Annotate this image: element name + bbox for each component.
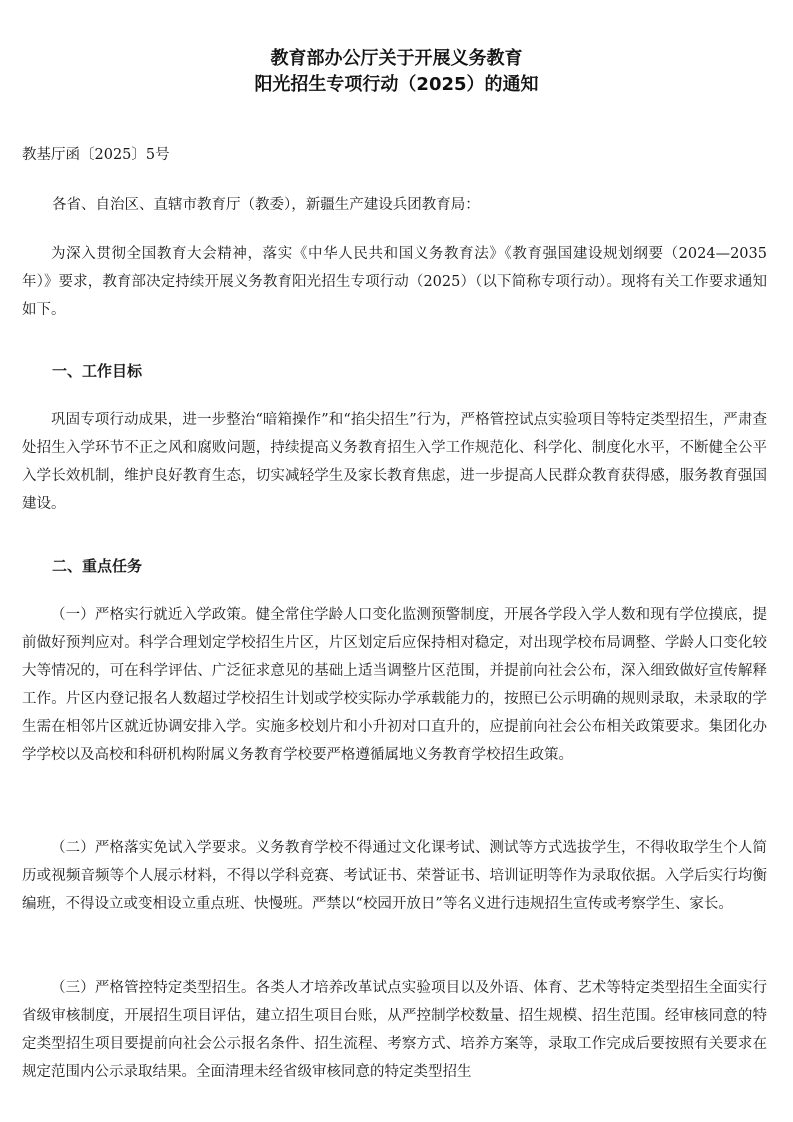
- document-number: 教基厅函〔2025〕5号: [22, 147, 170, 163]
- section1-paragraph: 巩固专项行动成果，进一步整治“暗箱操作”和“掐尖招生”行为，严格管控试点实验项目等特定类型招生，严肃查处招生入学环节不正之风和腐败问题，持续提高义务教育招生入学工作规范化、科学化、制度化水平，不断健全公平入学长效机制，维护良好教育生态，切实减轻学生及家长教育焦虑，进一步提高人民群众教育获得感，服务教育强国建设。: [22, 412, 767, 512]
- salutation: 各省、自治区、直辖市教育厅（教委），新疆生产建设兵团教育局：: [52, 197, 480, 213]
- section1-heading: 一、工作目标: [52, 362, 143, 380]
- document-title-line2: 阳光招生专项行动（2025）的通知: [254, 74, 539, 95]
- intro-paragraph: 为深入贯彻全国教育大会精神，落实《中华人民共和国义务教育法》《教育强国建设规划纲要（2024—2035年）》要求，教育部决定持续开展义务教育阳光招生专项行动（2025）（以下简称专项行动）。现将有关工作要求通知如下。: [22, 246, 767, 318]
- task2-paragraph: （二）严格落实免试入学要求。义务教育学校不得通过文化课考试、测试等方式选拔学生，不得收取学生个人简历或视频音频等个人展示材料，不得以学科竞赛、考试证书、荣誉证书、培训证明等作为录取依据。入学后实行均衡编班，不得设立或变相设立重点班、快慢班。严禁以“校园开放日”等名义进行违规招生宣传或考察学生、家长。: [22, 840, 767, 912]
- task1-paragraph: （一）严格实行就近入学政策。健全常住学龄人口变化监测预警制度，开展各学段入学人数和现有学位摸底，提前做好预判应对。科学合理划定学校招生片区，片区划定后应保持相对稳定，对出现学校布局调整、学龄人口变化较大等情况的，可在科学评估、广泛征求意见的基础上适当调整片区范围，并提前向社会公布，深入细致做好宣传解释工作。片区内登记报名人数超过学校招生计划或学校实际办学承载能力的，按照已公示明确的规则录取，未录取的学生需在相邻片区就近协调安排入学。实施多校划片和小升初对口直升的，应提前向社会公布相关政策要求。集团化办学学校以及高校和科研机构附属义务教育学校要严格遵循属地义务教育学校招生政策。: [22, 607, 767, 763]
- document-title-line1: 教育部办公厅关于开展义务教育: [270, 48, 523, 69]
- task3-paragraph: （三）严格管控特定类型招生。各类人才培养改革试点实验项目以及外语、体育、艺术等特定类型招生全面实行省级审核制度，开展招生项目评估，建立招生项目台账，从严控制学校数量、招生规模、招生范围。经审核同意的特定类型招生项目要提前向社会公示报名条件、招生流程、考察方式、培养方案等，录取工作完成后要按照有关要求在规定范围内公示录取结果。全面清理未经省级审核同意的特定类型招生: [22, 980, 767, 1080]
- section2-heading: 二、重点任务: [52, 557, 143, 575]
